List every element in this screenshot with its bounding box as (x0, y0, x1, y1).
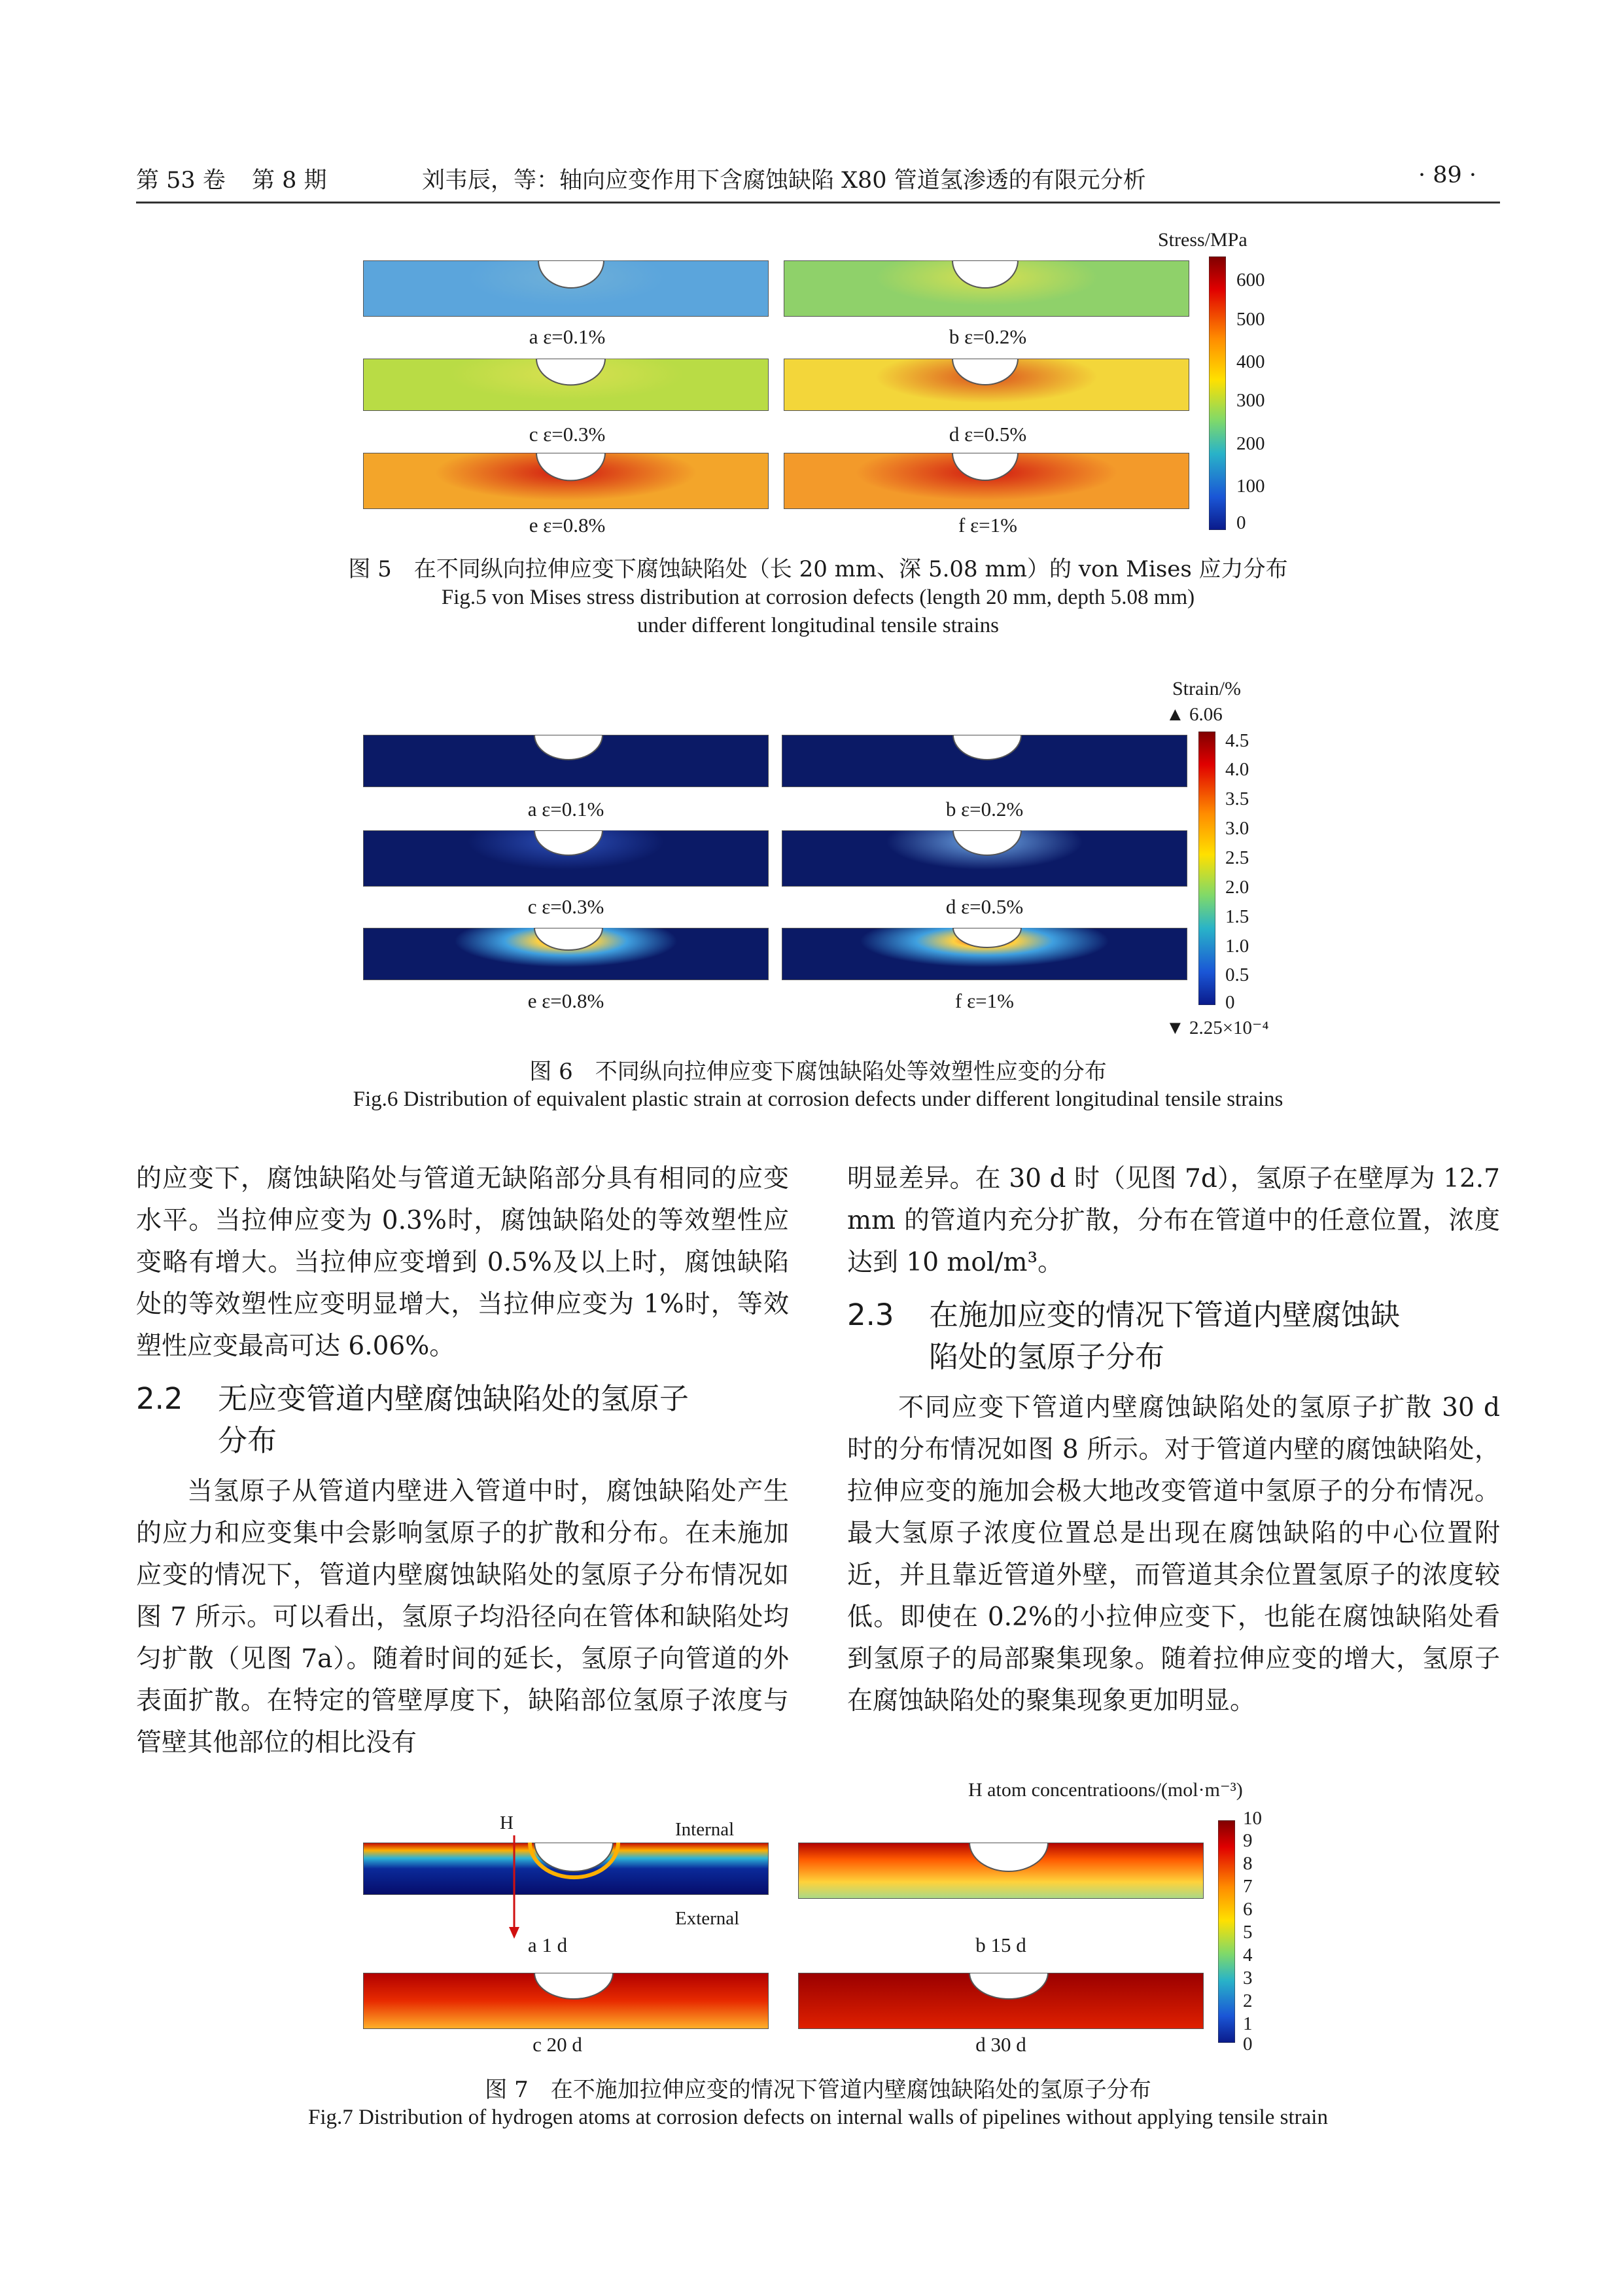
fig6-label-c: c ε=0.3% (527, 895, 604, 918)
fig5-tick: 100 (1236, 476, 1265, 497)
fig6-max-label: ▲ 6.06 (1166, 704, 1223, 725)
fig6-panel-e (363, 928, 769, 980)
fig6-label-a: a ε=0.1% (527, 798, 604, 821)
section-2-3-heading (847, 1294, 1500, 1378)
right-paragraph-1: 明显差异。在 30 d 时（见图 7d），氢原子在壁厚为 12.7 mm 的管道内充分扩散，分布在管道中的任意位置，浓度达到 10 mol/m³。 (847, 1164, 1500, 1277)
journal-volume: 第 53 卷 (136, 168, 226, 194)
fig5-label-d: d ε=0.5% (949, 423, 1027, 446)
fig5-label-e: e ε=0.8% (529, 514, 606, 537)
left-paragraph-1: 的应变下，腐蚀缺陷处与管道无缺陷部分具有相同的应变水平。当拉伸应变为 0.3%时，腐蚀缺陷处的等效塑性应变略有增大。当拉伸应变增到 0.5%及以上时，腐蚀缺陷处的等效塑性应变明显增大，当拉伸应变为 1%时，等效塑性应变最高可达 6.06%。 (136, 1164, 789, 1361)
left-paragraph-2: 当氢原子从管道内壁进入管道中时，腐蚀缺陷处产生的应力和应变集中会影响氢原子的扩散和分布。在未施加应变的情况下，管道内壁腐蚀缺陷处的氢原子分布情况如图 7 所示。可以看出，氢原子均沿径向在管体和缺陷处均匀扩散（见图 7a）。随着时间的延长，氢原子向管道的外表面扩散。在特定的管壁厚度下，缺陷部位氢原子浓度与管壁其他部位的相比没有 (136, 1477, 789, 1757)
fig6-min-label: ▼ 2.25×10⁻⁴ (1166, 1017, 1269, 1038)
right-column (847, 1158, 1500, 1722)
section-title-cont: 陷处的氢原子分布 (929, 1339, 1165, 1374)
fig6-panel-a (363, 735, 769, 787)
fig5-panel-f (784, 453, 1189, 509)
fig7-panel-a (363, 1843, 769, 1895)
running-title: 刘韦辰，等：轴向应变作用下含腐蚀缺陷 X80 管道氢渗透的有限元分析 (422, 168, 1146, 194)
fig7-tick: 3 (1243, 1968, 1253, 1988)
fig7-tick: 4 (1243, 1945, 1253, 1966)
section-title: 在施加应变的情况下管道内壁腐蚀缺 (929, 1298, 1401, 1332)
fig5-tick: 300 (1236, 390, 1265, 411)
fig6-tick: 4.0 (1225, 759, 1249, 780)
fig6-tick: 3.5 (1225, 788, 1249, 809)
fig6-panel-b (782, 735, 1187, 787)
fig5-panel-d (784, 359, 1189, 411)
journal-issue: 第 8 期 (252, 168, 327, 194)
fig7-hydrogen-arrow (508, 1835, 521, 1940)
fig6-label-b: b ε=0.2% (945, 798, 1024, 821)
section-title: 无应变管道内壁腐蚀缺陷处的氢原子 (218, 1381, 689, 1416)
fig5-panel-e (363, 453, 769, 509)
left-column (136, 1158, 789, 1764)
fig6-colorbar (1198, 732, 1215, 1005)
fig6-label-f: f ε=1% (955, 989, 1014, 1012)
fig5-caption-en-2: under different longitudinal tensile strains (637, 614, 999, 637)
fig5-colorbar (1209, 256, 1226, 530)
fig7-label-external: External (675, 1908, 740, 1929)
fig6-panel-c (363, 830, 769, 887)
fig6-label-e: e ε=0.8% (527, 989, 604, 1012)
fig5-tick: 500 (1236, 309, 1265, 330)
fig7-label-a: a 1 d (527, 1934, 568, 1956)
fig5-panel-b (784, 260, 1189, 317)
header-rule (136, 202, 1500, 203)
fig7-caption-en: Fig.7 Distribution of hydrogen atoms at corrosion defects on internal walls of pipelines without applying tensile strain (308, 2106, 1328, 2129)
fig6-tick: 3.0 (1225, 818, 1249, 839)
fig5-label-b: b ε=0.2% (949, 325, 1027, 348)
fig6-tick: 2.0 (1225, 877, 1249, 898)
fig7-tick: 6 (1243, 1899, 1253, 1920)
fig7-tick: 10 (1243, 1808, 1262, 1829)
fig5-colorbar-title: Stress/MPa (1158, 229, 1248, 251)
fig5-tick: 200 (1236, 433, 1265, 454)
fig7-tick: 7 (1243, 1876, 1253, 1897)
fig7-colorbar-title: H atom concentratioons/(mol·m⁻³) (968, 1779, 1243, 1801)
fig7-panel-c (363, 1973, 769, 2029)
fig6-tick: 1.5 (1225, 906, 1249, 927)
fig7-label-d: d 30 d (975, 2033, 1026, 2056)
fig5-label-c: c ε=0.3% (529, 423, 606, 446)
fig7-tick: 8 (1243, 1853, 1253, 1874)
fig5-caption-en: Fig.5 von Mises stress distribution at corrosion defects (length 20 mm, depth 5.08 mm) (441, 586, 1195, 609)
fig6-tick: 0 (1225, 992, 1235, 1013)
fig6-tick: 1.0 (1225, 936, 1249, 957)
fig7-label-internal: Internal (675, 1819, 735, 1840)
fig7-label-c: c 20 d (532, 2033, 582, 2056)
fig6-colorbar-title: Strain/% (1172, 678, 1241, 699)
fig5-panel-c (363, 359, 769, 411)
fig5-tick: 600 (1236, 270, 1265, 291)
fig7-tick: 9 (1243, 1830, 1253, 1851)
fig5-label-a: a ε=0.1% (529, 325, 606, 348)
fig7-caption-cn: 图 7 在不施加拉伸应变的情况下管道内壁腐蚀缺陷处的氢原子分布 (485, 2077, 1151, 2103)
fig6-label-d: d ε=0.5% (945, 895, 1024, 918)
fig7-tick: 0 (1243, 2034, 1253, 2055)
fig5-caption-cn: 图 5 在不同纵向拉伸应变下腐蚀缺陷处（长 20 mm、深 5.08 mm）的 von Mises 应力分布 (348, 556, 1288, 582)
fig7-tick: 1 (1243, 2013, 1253, 2034)
section-number: 2.3 (847, 1298, 894, 1332)
section-number: 2.2 (136, 1381, 183, 1416)
fig6-tick: 4.5 (1225, 730, 1249, 751)
page-number: · 89 · (1418, 162, 1477, 188)
fig7-label-H: H (500, 1812, 514, 1833)
fig6-tick: 0.5 (1225, 964, 1249, 985)
fig5-tick: 400 (1236, 351, 1265, 372)
fig6-caption-cn: 图 6 不同纵向拉伸应变下腐蚀缺陷处等效塑性应变的分布 (529, 1059, 1107, 1085)
fig6-caption-en: Fig.6 Distribution of equivalent plastic strain at corrosion defects under different longitudinal tensile strains (353, 1087, 1283, 1111)
fig5-tick: 0 (1236, 512, 1246, 533)
fig6-panel-d (782, 830, 1187, 887)
fig7-panel-d (798, 1973, 1204, 2029)
fig5-label-f: f ε=1% (958, 514, 1017, 537)
right-paragraph-2: 不同应变下管道内壁腐蚀缺陷处的氢原子扩散 30 d 时的分布情况如图 8 所示。对于管道内壁的腐蚀缺陷处，拉伸应变的施加会极大地改变管道中氢原子的分布情况。最大氢原子浓度位置总是出现在腐蚀缺陷的中心位置附近，并且靠近管道外壁，而管道其余位置氢原子的浓度较低。即使在 0.2%的小拉伸应变下，也能在腐蚀缺陷处看到氢原子的局部聚集现象。随着拉伸应变的增大，氢原子在腐蚀缺陷处的聚集现象更加明显。 (847, 1393, 1500, 1716)
fig7-panel-b (798, 1843, 1204, 1899)
fig7-colorbar (1218, 1820, 1235, 2043)
fig7-tick: 5 (1243, 1922, 1253, 1943)
fig7-label-b: b 15 d (975, 1934, 1026, 1956)
fig6-tick: 2.5 (1225, 847, 1249, 868)
section-title-cont: 分布 (218, 1423, 277, 1458)
section-2-2-heading (136, 1378, 789, 1462)
fig7-tick: 2 (1243, 1990, 1253, 2011)
fig6-panel-f (782, 928, 1187, 980)
fig5-panel-a (363, 260, 769, 317)
